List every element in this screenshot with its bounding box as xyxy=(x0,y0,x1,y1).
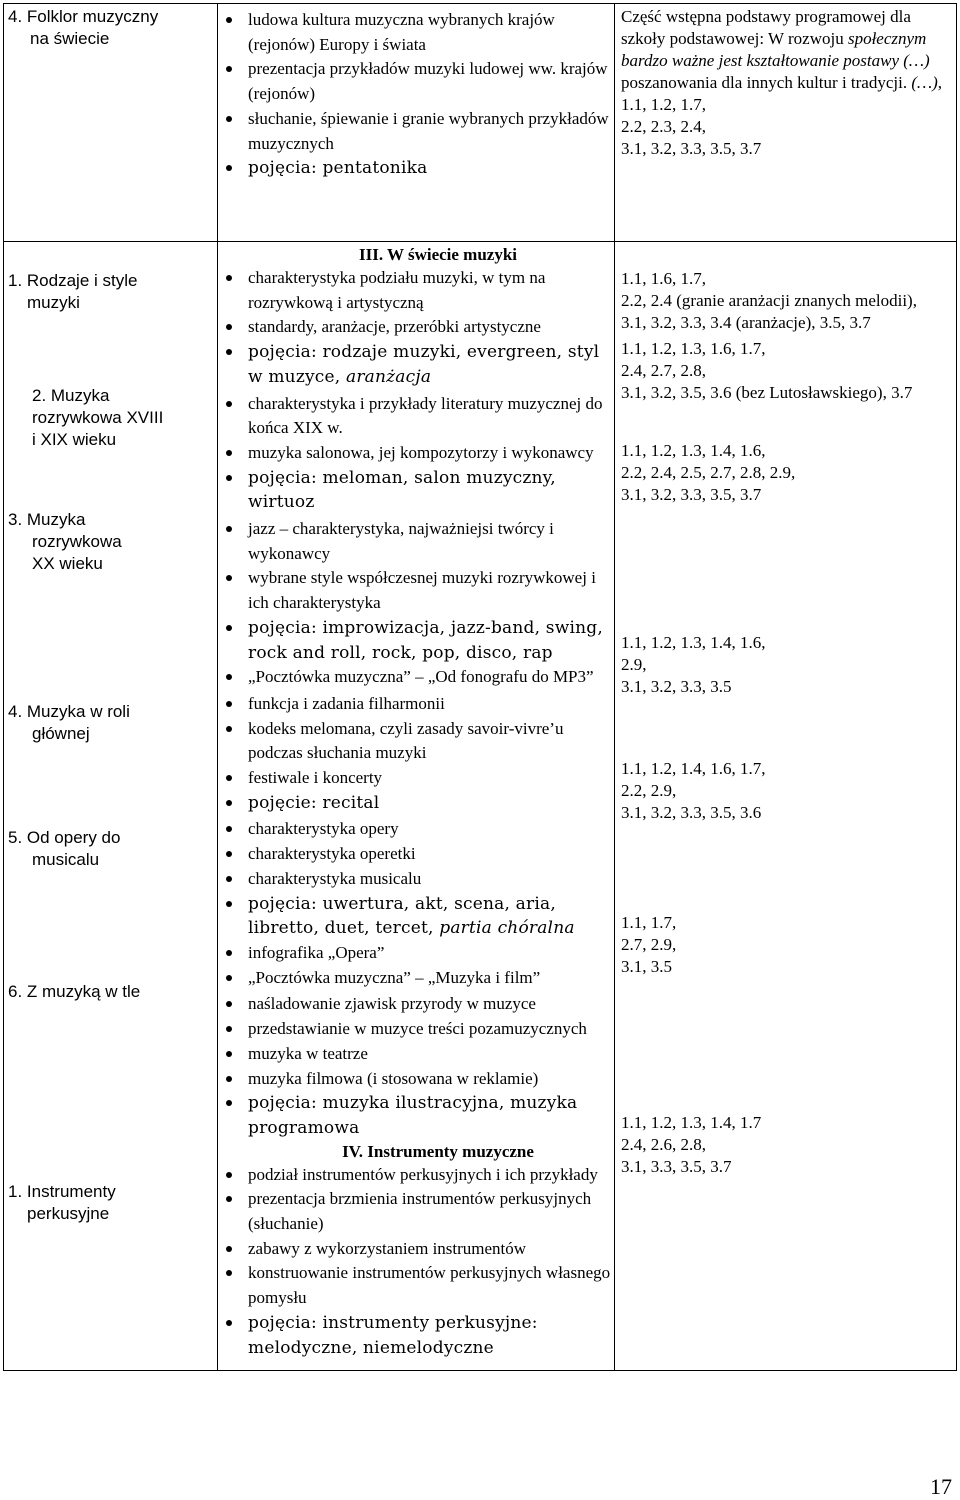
topic-label: 6. Z muzyką w tle xyxy=(8,982,141,1001)
refs-nums: 2.2, 2.3, 2.4, xyxy=(621,117,706,136)
list-item: prezentacja przykładów muzyki ludowej ww. krajów (rejonów) xyxy=(218,57,614,106)
list-item: naśladowanie zjawisk przyrody w muzyce xyxy=(218,992,614,1017)
refs-text: Część wstępna podstawy programowej dla szkoły podstawowej: W rozwoju xyxy=(621,7,911,48)
topic-label: XX wieku xyxy=(32,554,103,573)
list-item: funkcja i zadania filharmonii xyxy=(218,692,614,717)
list-item: podział instrumentów perkusyjnych i ich przykłady xyxy=(218,1163,614,1188)
refs-cell xyxy=(615,242,957,1371)
table-row xyxy=(4,4,957,242)
list-item: festiwale i koncerty xyxy=(218,766,614,791)
refs-nums: 1.1, 1.6, 1.7, xyxy=(621,269,706,288)
list-item: jazz – charakterystyka, najważniejsi twórcy i wykonawcy xyxy=(218,517,614,566)
list-item: pojęcia: pentatonika xyxy=(218,156,614,181)
refs-nums: 3.1, 3.2, 3.3, 3.5, 3.7 xyxy=(621,485,762,504)
topic-cell xyxy=(4,4,218,242)
list-item: „Pocztówka muzyczna” – „Od fonografu do MP3” xyxy=(218,665,614,690)
refs-nums: 2.2, 2.9, xyxy=(621,781,677,800)
topic-label: perkusyjne xyxy=(27,1204,110,1223)
topic-label: musicalu xyxy=(32,850,100,869)
list-item: charakterystyka i przykłady literatury muzycznej do końca XIX w. xyxy=(218,392,614,441)
list-item: słuchanie, śpiewanie i granie wybranych przykładów muzycznych xyxy=(218,107,614,156)
list-item: wybrane style współczesnej muzyki rozrywkowej i ich charakterystyka xyxy=(218,566,614,615)
content-cell xyxy=(218,242,615,1371)
list-item: „Pocztówka muzyczna” – „Muzyka i film” xyxy=(218,966,614,991)
list-item xyxy=(218,340,614,389)
list-text: partia chóralna xyxy=(439,918,575,939)
topic-cell xyxy=(4,242,218,1371)
refs-nums: 1.1, 1.2, 1.4, 1.6, 1.7, xyxy=(621,759,766,778)
topic-label: 5. Od opery do xyxy=(8,828,121,847)
refs-nums: 3.1, 3.3, 3.5, 3.7 xyxy=(621,1157,732,1176)
list-item: pojęcia: meloman, salon muzyczny, wirtuoz xyxy=(218,466,614,515)
list-item: pojęcia: instrumenty perkusyjne: melodyczne, niemelodyczne xyxy=(218,1311,614,1360)
list-item: przedstawianie w muzyce treści pozamuzycznych xyxy=(218,1017,614,1042)
list-item: infografika „Opera” xyxy=(218,941,614,966)
topic-label: i XIX wieku xyxy=(32,430,117,449)
topic-label: 1. Rodzaje i style xyxy=(8,271,138,290)
list-item: charakterystyka musicalu xyxy=(218,867,614,892)
list-item: konstruowanie instrumentów perkusyjnych własnego pomysłu xyxy=(218,1261,614,1310)
topic-label: 4. Folklor muzyczny xyxy=(8,7,159,26)
refs-nums: 1.1, 1.2, 1.3, 1.6, 1.7, xyxy=(621,339,766,358)
refs-cell xyxy=(615,4,957,242)
topic-label: rozrywkowa XVIII xyxy=(32,408,164,427)
refs-nums: 1.1, 1.2, 1.3, 1.4, 1.6, xyxy=(621,633,766,652)
topic-label: na świecie xyxy=(30,29,110,48)
list-text: pojęcia: rodzaje muzyki, evergreen, styl w muzyce, xyxy=(248,342,600,387)
refs-italic: (…) xyxy=(911,73,938,92)
topic-label: muzyki xyxy=(27,293,80,312)
refs-nums: 1.1, 1.2, 1.7, xyxy=(621,95,706,114)
refs-nums: 1.1, 1.2, 1.3, 1.4, 1.7 xyxy=(621,1113,762,1132)
list-text: pojęcia: uwertura, akt, scena, aria, libretto, duet, tercet, xyxy=(248,893,556,939)
refs-nums: 3.1, 3.5 xyxy=(621,957,672,976)
topic-label: 3. Muzyka xyxy=(8,510,86,529)
refs-italic: społecznym bardzo ważne jest kształtowanie postawy (…) xyxy=(621,29,930,70)
list-item: prezentacja brzmienia instrumentów perkusyjnych (słuchanie) xyxy=(218,1187,614,1236)
topic-label: 4. Muzyka w roli xyxy=(8,702,130,721)
refs-nums: 3.1, 3.2, 3.3, 3.4 (aranżacje), 3.5, 3.7 xyxy=(621,313,871,332)
refs-nums: 2.2, 2.4, 2.5, 2.7, 2.8, 2.9, xyxy=(621,463,796,482)
refs-nums: 2.7, 2.9, xyxy=(621,935,677,954)
list-item: kodeks melomana, czyli zasady savoir-vivre’u podczas słuchania muzyki xyxy=(218,717,614,766)
refs-nums: 2.2, 2.4 (granie aranżacji znanych melodii), xyxy=(621,291,917,310)
refs-nums: 3.1, 3.2, 3.3, 3.5, 3.6 xyxy=(621,803,762,822)
page-number: 17 xyxy=(930,1474,952,1499)
refs-text: poszanowania dla innych kultur i tradycji. xyxy=(621,73,908,92)
list-item: pojęcia: improwizacja, jazz-band, swing, rock and roll, rock, pop, disco, rap xyxy=(218,616,614,665)
list-item: charakterystyka operetki xyxy=(218,842,614,867)
list-item: zabawy z wykorzystaniem instrumentów xyxy=(218,1237,614,1262)
refs-nums: 2.4, 2.6, 2.8, xyxy=(621,1135,706,1154)
content-cell xyxy=(218,4,615,242)
list-item: muzyka w teatrze xyxy=(218,1042,614,1067)
section-heading: III. W świecie muzyki xyxy=(358,245,518,264)
list-item xyxy=(218,892,614,941)
section-heading: IV. Instrumenty muzyczne xyxy=(342,1141,534,1161)
refs-nums: 2.4, 2.7, 2.8, xyxy=(621,361,706,380)
refs-nums: 3.1, 3.2, 3.5, 3.6 (bez Lutosławskiego), 3.7 xyxy=(621,383,913,402)
topic-label: rozrywkowa xyxy=(32,532,122,551)
list-item: ludowa kultura muzyczna wybranych krajów (rejonów) Europy i świata xyxy=(218,8,614,57)
list-item: charakterystyka opery xyxy=(218,817,614,842)
topic-label: głównej xyxy=(32,724,90,743)
list-item: pojęcia: muzyka ilustracyjna, muzyka programowa xyxy=(218,1091,614,1140)
list-item: pojęcie: recital xyxy=(218,791,614,816)
topic-label: 2. Muzyka xyxy=(32,386,110,405)
list-item: standardy, aranżacje, przeróbki artystyczne xyxy=(218,315,614,340)
list-text: aranżacja xyxy=(345,366,432,387)
table-row xyxy=(4,242,957,1371)
list-item: muzyka filmowa (i stosowana w reklamie) xyxy=(218,1067,614,1092)
curriculum-table xyxy=(3,3,957,1371)
refs-nums: 3.1, 3.2, 3.3, 3.5 xyxy=(621,677,732,696)
refs-nums: 3.1, 3.2, 3.3, 3.5, 3.7 xyxy=(621,139,762,158)
refs-nums: 2.9, xyxy=(621,655,647,674)
list-item: muzyka salonowa, jej kompozytorzy i wykonawcy xyxy=(218,441,614,466)
refs-nums: 1.1, 1.7, xyxy=(621,913,677,932)
refs-nums: 1.1, 1.2, 1.3, 1.4, 1.6, xyxy=(621,441,766,460)
topic-label: 1. Instrumenty xyxy=(8,1182,116,1201)
list-item: charakterystyka podziału muzyki, w tym na rozrywkową i artystyczną xyxy=(218,266,614,315)
refs-text: , xyxy=(937,73,943,92)
